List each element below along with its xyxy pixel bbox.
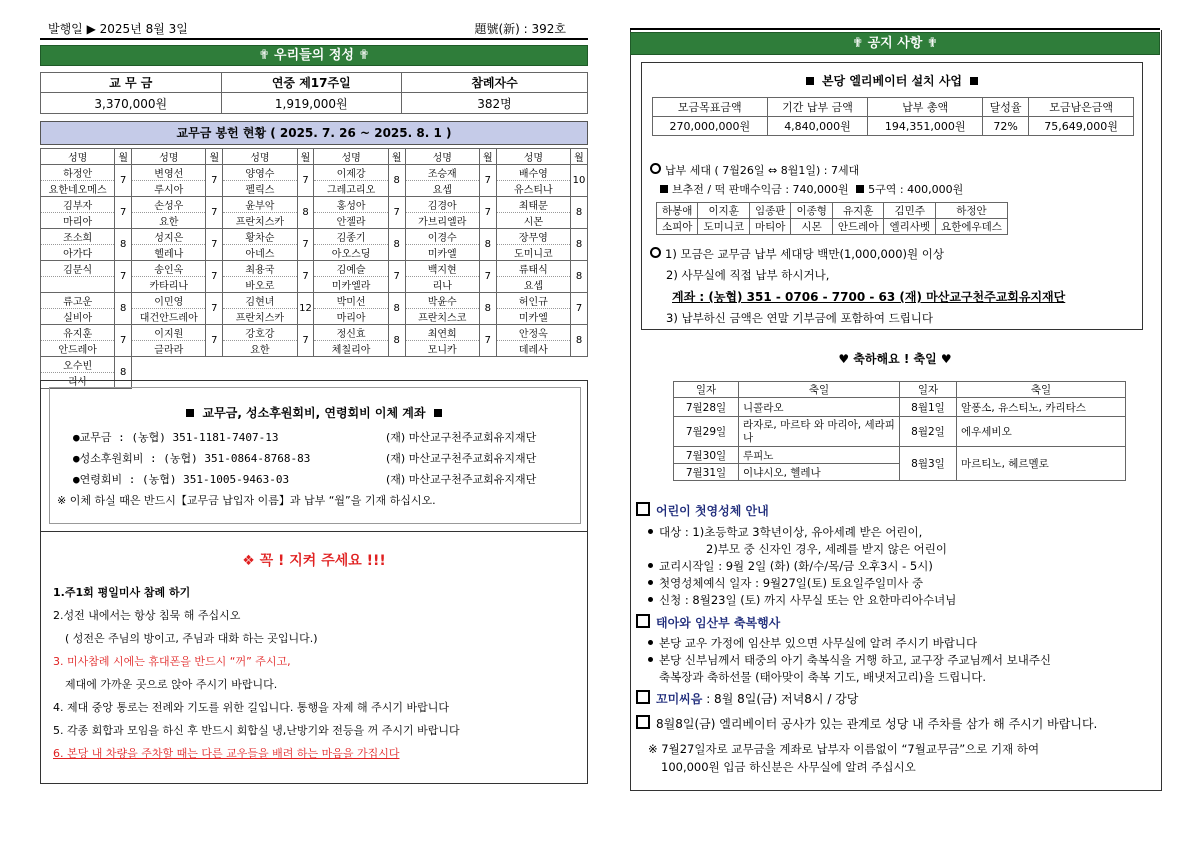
dedicator-saint-name: 헬레나 xyxy=(132,245,206,261)
dedication-month: 12 xyxy=(297,293,314,325)
dedication-month: 8 xyxy=(115,293,132,325)
dedication-header: 성명 xyxy=(496,149,570,165)
donor-name: 유지훈 xyxy=(832,203,884,219)
dedicator-saint-name: 마리아 xyxy=(41,213,115,229)
dedicator-name: 양영수 xyxy=(223,165,297,181)
dedicator-saint-name: 마리아 xyxy=(314,309,388,325)
dedication-title: 교무금 봉헌 현황 ( 2025. 7. 26 ~ 2025. 8. 1 ) xyxy=(40,121,588,145)
feast-saint: 에우세비오 xyxy=(957,417,1126,447)
dedication-header: 월 xyxy=(115,149,132,165)
dedication-month: 7 xyxy=(388,261,405,293)
household-line: 납부 세대 ( 7월26일 ⇔ 8월1일) : 7세대 xyxy=(650,162,859,178)
dedicator-name: 정신효 xyxy=(314,325,388,341)
dedication-month: 8 xyxy=(571,197,588,229)
dedication-month: 8 xyxy=(115,229,132,261)
dedicator-saint-name: 데레사 xyxy=(496,341,570,357)
communion-item: 교리시작일 : 9월 2일 (화) (화/수/목/금 오후3시 - 5시) xyxy=(646,558,1156,575)
dedication-month: 8 xyxy=(297,197,314,229)
dedication-month: 7 xyxy=(479,165,496,197)
summary-value: 1,919,000원 xyxy=(221,93,402,114)
dedicator-saint-name: 체칠리아 xyxy=(314,341,388,357)
dedicator-saint-name: 대건안드레아 xyxy=(132,309,206,325)
transfer-title: 교무금, 성소후원회비, 연령회비 이체 계좌 xyxy=(41,404,587,421)
rules-box xyxy=(40,530,588,784)
pregnancy-item: 축복장과 축하선물 (태아맞이 축복 기도, 배냇저고리)을 드립니다. xyxy=(659,670,987,684)
dedication-month: 8 xyxy=(388,165,405,197)
elevator-title: 본당 엘리베이터 설치 사업 xyxy=(642,72,1142,89)
dedicator-name: 박미선 xyxy=(314,293,388,309)
transfer-line: ●교무금 : (농협) 351-1181-7407-13 xyxy=(73,431,279,444)
kkomi-text: : 8월 8일(금) 저녁8시 / 강당 xyxy=(706,692,859,706)
dedicator-saint-name: 프란치스코 xyxy=(405,309,479,325)
donor-table xyxy=(656,202,1008,235)
dedication-header: 성명 xyxy=(41,149,115,165)
dedicator-name: 성지은 xyxy=(132,229,206,245)
dedicator-name: 이제강 xyxy=(314,165,388,181)
dedication-month: 7 xyxy=(479,325,496,357)
dedication-month: 8 xyxy=(388,229,405,261)
communion-item: 신청 : 8월23일 (토) 까지 사무실 또는 안 요한마리아수녀님 xyxy=(646,592,1156,609)
dedicator-saint-name: 유스티나 xyxy=(496,181,570,197)
summary-header: 교 무 금 xyxy=(41,73,222,93)
feast-title: ♥ 축하해요 ! 축일 ♥ xyxy=(838,352,952,366)
feast-header: 일자 xyxy=(900,382,957,398)
elevator-account: 계좌 : (농협) 351 - 0706 - 7700 - 63 (재) 마산교구천주교회유지재단 xyxy=(672,290,1066,304)
dedicator-saint-name: 미카엘라 xyxy=(314,277,388,293)
donor-saint-name: 도미니코 xyxy=(698,219,750,235)
communion-item: 첫영성체예식 일자 : 9월27일(토) 토요일주일미사 중 xyxy=(646,575,1156,592)
communion-item: 2)부모 중 신자인 경우, 세례를 받지 않은 어린이 xyxy=(706,542,948,556)
pregnancy-item: 본당 교우 가정에 임산부 있으면 사무실에 알려 주시기 바랍니다 xyxy=(646,635,1156,652)
elevator-box xyxy=(641,62,1143,330)
feast-header: 축일 xyxy=(957,382,1126,398)
dedication-month: 7 xyxy=(115,197,132,229)
elevator-value: 72% xyxy=(982,117,1028,136)
elevator-info-3: 3) 납부하신 금액은 연말 기부금에 포함하여 드립니다 xyxy=(666,311,934,325)
dedication-table xyxy=(40,148,588,389)
dedicator-name: 이경수 xyxy=(405,229,479,245)
dedicator-saint-name: 아오스딩 xyxy=(314,245,388,261)
dedicator-name: 변영선 xyxy=(132,165,206,181)
dedicator-saint-name: 아네스 xyxy=(223,245,297,261)
parking-notice: 8월8일(금) 엘리베이터 공사가 있는 관계로 성당 내 주차를 삼가 해 주시기 바랍니다. xyxy=(636,715,1097,732)
dedication-month: 7 xyxy=(297,261,314,293)
dedication-header: 성명 xyxy=(132,149,206,165)
transfer-holder: (재) 마산교구천주교회유지재단 xyxy=(386,452,537,465)
dedicator-saint-name: 프란치스카 xyxy=(223,309,297,325)
dedication-month: 8 xyxy=(388,293,405,325)
final-note xyxy=(648,740,1039,776)
dedicator-saint-name: 안젤라 xyxy=(314,213,388,229)
kkomi-line xyxy=(636,690,858,707)
rule-item: 6. 본당 내 차량을 주차할 때는 다른 교우들을 배려 하는 마음을 가집시다 xyxy=(53,747,400,760)
donor-name: 이종형 xyxy=(791,203,832,219)
feast-saint: 니콜라오 xyxy=(739,398,900,417)
dedicator-saint-name: 요한 xyxy=(132,213,206,229)
dedication-header: 월 xyxy=(297,149,314,165)
dedication-month: 7 xyxy=(115,325,132,357)
dedicator-saint-name: 실비아 xyxy=(41,309,115,325)
dedication-month: 7 xyxy=(297,229,314,261)
feast-table xyxy=(673,381,1126,481)
elevator-header: 모금남은금액 xyxy=(1029,98,1134,117)
feast-date: 8월2일 xyxy=(900,417,957,447)
dedicator-name: 류고운 xyxy=(41,293,115,309)
dedicator-saint-name: 리사 xyxy=(41,373,115,389)
dedicator-name: 류태식 xyxy=(496,261,570,277)
elevator-value: 194,351,000원 xyxy=(868,117,983,136)
header-divider xyxy=(40,38,588,40)
dedicator-name: 최연희 xyxy=(405,325,479,341)
transfer-box xyxy=(40,380,588,532)
donor-name: 이지훈 xyxy=(698,203,750,219)
offering-title-bar: ✟ 우리들의 정성 ✟ xyxy=(40,45,588,66)
dedicator-name: 김경아 xyxy=(405,197,479,213)
dedicator-name: 송인옥 xyxy=(132,261,206,277)
dedication-month: 7 xyxy=(206,261,223,293)
dedicator-name: 홍성아 xyxy=(314,197,388,213)
donor-saint-name: 마티아 xyxy=(750,219,791,235)
dedicator-saint-name: 요셉 xyxy=(405,181,479,197)
dedicator-name: 하정안 xyxy=(41,165,115,181)
dedicator-name: 허인규 xyxy=(496,293,570,309)
transfer-line: ●연령회비 : (농협) 351-1005-9463-03 xyxy=(73,473,290,486)
dedicator-name: 최태문 xyxy=(496,197,570,213)
dedicator-saint-name: 루시아 xyxy=(132,181,206,197)
dedication-month: 7 xyxy=(479,197,496,229)
summary-header: 참례자수 xyxy=(402,73,588,93)
dedicator-saint-name: 글라라 xyxy=(132,341,206,357)
dedication-month: 8 xyxy=(388,325,405,357)
sales-line: 브추전 / 떡 판매수익금 : 740,000원 5구역 : 400,000원 xyxy=(656,181,963,197)
feast-saint: 라자로, 마르타 와 마리아, 세라피나 xyxy=(739,417,900,447)
feast-header: 축일 xyxy=(739,382,900,398)
dedicator-name: 유지훈 xyxy=(41,325,115,341)
dedicator-name: 윤부악 xyxy=(223,197,297,213)
issue-date: 발행일 ▶ 2025년 8월 3일 xyxy=(48,22,188,36)
elevator-value: 4,840,000원 xyxy=(767,117,868,136)
feast-date: 7월29일 xyxy=(674,417,739,447)
elevator-value: 270,000,000원 xyxy=(653,117,768,136)
rule-item: 2.성전 내에서는 항상 침묵 해 주십시오 xyxy=(53,609,241,622)
rule-item: 5. 각종 회합과 모임을 하신 후 반드시 회합실 냉,난방기와 전등을 꺼 주시기 바랍니다 xyxy=(53,724,460,737)
feast-date: 7월30일 xyxy=(674,447,739,464)
dedicator-saint-name: 그레고리오 xyxy=(314,181,388,197)
dedicator-name: 강호강 xyxy=(223,325,297,341)
dedicator-name: 김현녀 xyxy=(223,293,297,309)
dedicator-saint-name: 아가다 xyxy=(41,245,115,261)
dedicator-name: 이민영 xyxy=(132,293,206,309)
rule-item: 4. 제대 중앙 통로는 전례와 기도를 위한 길입니다. 통행을 자제 해 주시기 바랍니다 xyxy=(53,701,449,714)
dedication-header: 월 xyxy=(479,149,496,165)
notice-title-bar: ✟ 공지 사항 ✟ xyxy=(630,32,1160,55)
communion-title: 어린이 첫영성체 안내 xyxy=(636,502,1156,519)
rules-list xyxy=(53,581,583,765)
pregnancy-item: 본당 신부님께서 태중의 아기 축복식을 거행 하고, 교구장 주교님께서 보내주신 xyxy=(646,652,1156,669)
dedicator-saint-name: 카타리나 xyxy=(132,277,206,293)
dedicator-name: 배수영 xyxy=(496,165,570,181)
transfer-holder: (재) 마산교구천주교회유지재단 xyxy=(386,431,537,444)
rule-item: ( 성전은 주님의 방이고, 주님과 대화 하는 곳입니다.) xyxy=(65,632,318,645)
dedicator-saint-name xyxy=(41,277,115,293)
feast-date: 8월1일 xyxy=(900,398,957,417)
pregnancy-section xyxy=(636,614,1156,686)
dedication-month: 8 xyxy=(115,357,132,389)
elevator-info-2: 2) 사무실에 직접 납부 하시거나, xyxy=(666,268,830,282)
dedicator-saint-name: 펠릭스 xyxy=(223,181,297,197)
dedicator-saint-name: 요셉 xyxy=(496,277,570,293)
feast-saint: 마르티노, 헤르멜로 xyxy=(957,447,1126,481)
elevator-header: 달성율 xyxy=(982,98,1028,117)
dedicator-name: 김문식 xyxy=(41,261,115,277)
donor-saint-name: 소피아 xyxy=(657,219,698,235)
issue-header xyxy=(40,17,588,39)
dedicator-saint-name: 프란치스카 xyxy=(223,213,297,229)
dedicator-saint-name: 리나 xyxy=(405,277,479,293)
feast-date: 8월3일 xyxy=(900,447,957,481)
donor-saint-name: 시몬 xyxy=(791,219,832,235)
dedication-header: 성명 xyxy=(223,149,297,165)
dedicator-saint-name: 미카엘 xyxy=(405,245,479,261)
dedication-month: 8 xyxy=(571,325,588,357)
dedication-month: 7 xyxy=(206,165,223,197)
feast-saint: 알퐁소, 유스티노, 카리타스 xyxy=(957,398,1126,417)
transfer-holder: (재) 마산교구천주교회유지재단 xyxy=(386,473,537,486)
feast-saint: 이냐시오, 헬레나 xyxy=(739,464,900,481)
dedicator-name: 오수빈 xyxy=(41,357,115,373)
dedicator-name: 김예슬 xyxy=(314,261,388,277)
offering-summary-table xyxy=(40,72,588,114)
final-note-line: ※ 7월27일자로 교무금을 계좌로 납부자 이름없이 “7월교무금”으로 기재 하여 xyxy=(648,742,1040,756)
dedicator-saint-name: 시몬 xyxy=(496,213,570,229)
pregnancy-title: 태아와 임산부 축복행사 xyxy=(636,614,1156,631)
dedication-month: 7 xyxy=(115,165,132,197)
dedication-header: 월 xyxy=(388,149,405,165)
feast-header: 일자 xyxy=(674,382,739,398)
dedicator-name: 장무영 xyxy=(496,229,570,245)
donor-saint-name: 엘리사벳 xyxy=(884,219,936,235)
dedication-month: 7 xyxy=(206,325,223,357)
donor-name: 하정안 xyxy=(936,203,1008,219)
final-note-line: 100,000원 입금 하신분은 사무실에 알려 주십시오 xyxy=(661,760,916,774)
dedication-header: 월 xyxy=(571,149,588,165)
dedication-month: 7 xyxy=(206,229,223,261)
donor-saint-name: 요한에우데스 xyxy=(936,219,1008,235)
dedication-month: 8 xyxy=(571,229,588,261)
dedication-header: 성명 xyxy=(405,149,479,165)
dedication-month: 8 xyxy=(479,293,496,325)
dedication-month: 7 xyxy=(479,261,496,293)
dedicator-saint-name: 바오로 xyxy=(223,277,297,293)
kkomi-title: 꼬미씨음 xyxy=(656,692,703,706)
donor-name: 김민주 xyxy=(884,203,936,219)
dedicator-name: 최용국 xyxy=(223,261,297,277)
elevator-header: 납부 총액 xyxy=(868,98,983,117)
summary-header: 연중 제17주일 xyxy=(221,73,402,93)
dedicator-name: 조소희 xyxy=(41,229,115,245)
elevator-header: 기간 납부 금액 xyxy=(767,98,868,117)
dedicator-saint-name: 미카엘 xyxy=(496,309,570,325)
dedication-month: 7 xyxy=(115,261,132,293)
rules-title: ❖ 꼭 ! 지켜 주세요 !!! xyxy=(242,553,386,569)
feast-date: 7월28일 xyxy=(674,398,739,417)
dedication-month: 7 xyxy=(206,293,223,325)
dedication-header: 월 xyxy=(206,149,223,165)
summary-value: 382명 xyxy=(402,93,588,114)
donor-name: 하봉애 xyxy=(657,203,698,219)
communion-item: 대상 : 1)초등학교 3학년이상, 유아세례 받은 어린이, xyxy=(646,524,1156,541)
dedicator-saint-name: 가브리엘라 xyxy=(405,213,479,229)
elevator-table xyxy=(652,97,1134,136)
dedication-month: 10 xyxy=(571,165,588,197)
dedicator-name: 김종기 xyxy=(314,229,388,245)
transfer-note: ※ 이체 하실 때은 반드시【교무금 납입자 이름】과 납부 “월”을 기재 하십시오. xyxy=(57,494,436,507)
feast-date: 7월31일 xyxy=(674,464,739,481)
dedication-header: 성명 xyxy=(314,149,388,165)
donor-name: 임종판 xyxy=(750,203,791,219)
dedication-month: 7 xyxy=(388,197,405,229)
rule-item: 3. 미사참례 시에는 휴대폰을 반드시 “꺼” 주시고, xyxy=(53,655,291,668)
rule-item: 1.주1회 평일미사 참례 하기 xyxy=(53,586,191,599)
dedicator-saint-name: 도미니코 xyxy=(496,245,570,261)
rule-item: 제대에 가까운 곳으로 앉아 주시기 바랍니다. xyxy=(65,678,278,691)
dedicator-saint-name: 요한 xyxy=(223,341,297,357)
dedicator-name: 황차순 xyxy=(223,229,297,245)
summary-value: 3,370,000원 xyxy=(41,93,222,114)
dedication-month: 8 xyxy=(479,229,496,261)
dedication-month: 8 xyxy=(571,261,588,293)
elevator-info-1: 1) 모금은 교무금 납부 세대당 백만(1,000,000)원 이상 xyxy=(650,246,944,262)
transfer-line: ●성소후원회비 : (농협) 351-0864-8768-83 xyxy=(73,452,311,465)
dedicator-saint-name: 안드레아 xyxy=(41,341,115,357)
dedicator-name: 손성우 xyxy=(132,197,206,213)
dedicator-name: 백지현 xyxy=(405,261,479,277)
dedicator-saint-name: 모니카 xyxy=(405,341,479,357)
communion-section xyxy=(636,502,1156,609)
dedicator-name: 이지원 xyxy=(132,325,206,341)
elevator-value: 75,649,000원 xyxy=(1029,117,1134,136)
dedicator-name: 박윤수 xyxy=(405,293,479,309)
issue-number: 題號(新) : 392호 xyxy=(474,22,566,36)
dedication-month: 7 xyxy=(206,197,223,229)
dedicator-saint-name: 요한네오메스 xyxy=(41,181,115,197)
feast-saint: 루피노 xyxy=(739,447,900,464)
dedication-month: 7 xyxy=(297,325,314,357)
dedicator-name: 김부자 xyxy=(41,197,115,213)
dedicator-name: 조승재 xyxy=(405,165,479,181)
dedication-month: 7 xyxy=(571,293,588,325)
dedication-month: 7 xyxy=(297,165,314,197)
elevator-header: 모금목표금액 xyxy=(653,98,768,117)
donor-saint-name: 안드레아 xyxy=(832,219,884,235)
dedicator-name: 안정옥 xyxy=(496,325,570,341)
